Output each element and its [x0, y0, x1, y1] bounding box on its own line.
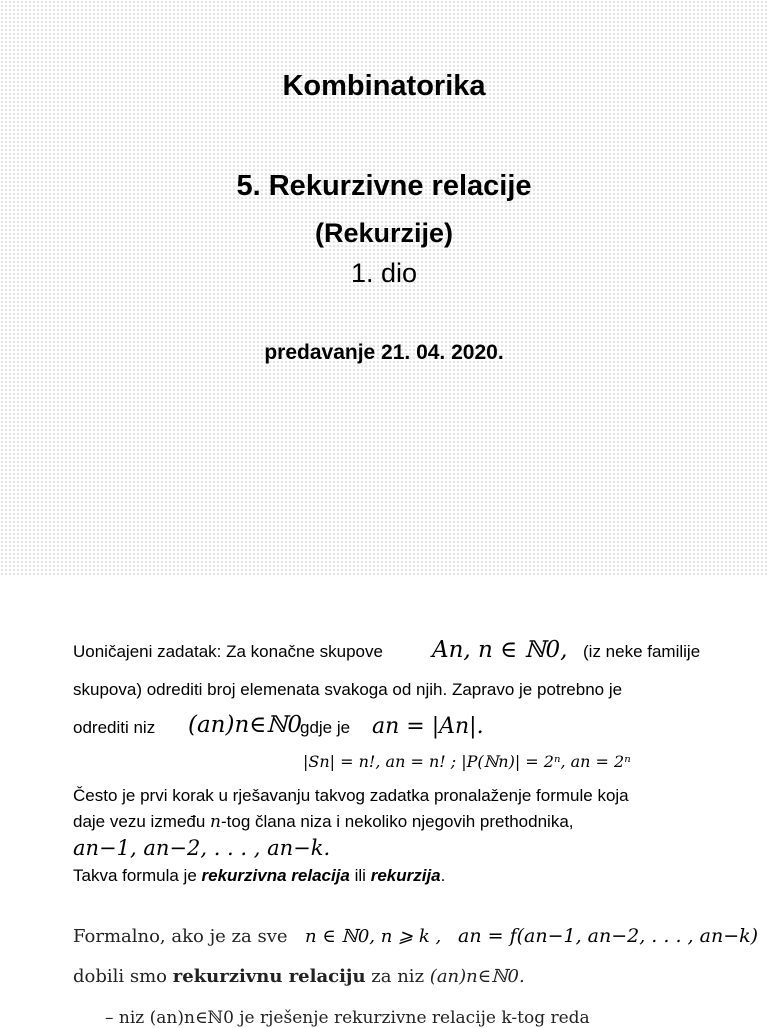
intro-line-5 — [73, 812, 574, 832]
lecture-date: predavanje 21. 04. 2020. — [264, 341, 504, 364]
term-rekurzivnu-relaciju: rekurzivnu relaciju — [172, 966, 366, 987]
chapter-subtitle: (Rekurzije) — [314, 218, 454, 248]
content-slide — [0, 576, 768, 1028]
formal2-math: (an)n∈ℕ0. — [429, 966, 525, 987]
term-rekurzivna-relacija: rekurzivna relacija — [201, 866, 350, 885]
formal-line-2 — [73, 966, 525, 987]
slide-title: Kombinatorika — [282, 70, 486, 102]
line5-n: n — [210, 812, 221, 832]
term-rekurzija: rekurzija — [370, 866, 441, 885]
intro-line-1 — [73, 642, 383, 662]
line5-suffix: -tog člana niza i nekoliko njegovih prethodnika, — [221, 812, 574, 831]
intro-line-4: Često je prvi korak u rješavanju takvog zadatka pronalaženje formule koja — [73, 786, 629, 805]
math-definition: an = |An|. — [372, 714, 484, 739]
math-sequence: (an)n∈ℕ0 — [188, 712, 302, 738]
part-label: 1. dio — [350, 258, 418, 288]
math-sets: An, n ∈ ℕ0, — [432, 637, 568, 663]
line7-end: . — [440, 866, 446, 885]
line7-prefix: Takva formula je — [73, 866, 197, 885]
math-examples: |Sn| = n!, an = n! ; |P(ℕn)| = 2ⁿ, an = 2ⁿ — [303, 752, 631, 771]
formal2-prefix: dobili smo — [73, 966, 168, 987]
line5-prefix: daje vezu između — [73, 812, 206, 831]
intro-line-1-suffix: (iz neke familije — [583, 642, 701, 661]
intro-line-3: odrediti niz — [73, 718, 156, 737]
intro-line-7 — [73, 866, 445, 886]
intro-text: Uoničajeni zadatak: Za konačne skupove — [73, 642, 383, 661]
formal-line-1: Formalno, ako je za sve — [73, 926, 288, 947]
formal-formula: an = f(an−1, an−2, . . . , an−k) — [458, 925, 759, 947]
line7-mid: ili — [354, 866, 366, 885]
bullet-line: – niz (an)n∈ℕ0 je rješenje rekurzivne relacije k-tog reda — [105, 1008, 590, 1028]
math-predecessors: an−1, an−2, . . . , an−k. — [73, 836, 331, 860]
chapter-title: 5. Rekurzivne relacije — [236, 170, 532, 202]
intro-line-2: skupova) odrediti broj elemenata svakoga od njih. Zapravo je potrebno je — [73, 680, 623, 699]
intro-line-3-mid: gdje je — [300, 718, 351, 737]
formal-condition: n ∈ ℕ0, n ⩾ k , — [305, 926, 442, 947]
formal2-mid: za niz — [371, 966, 425, 987]
